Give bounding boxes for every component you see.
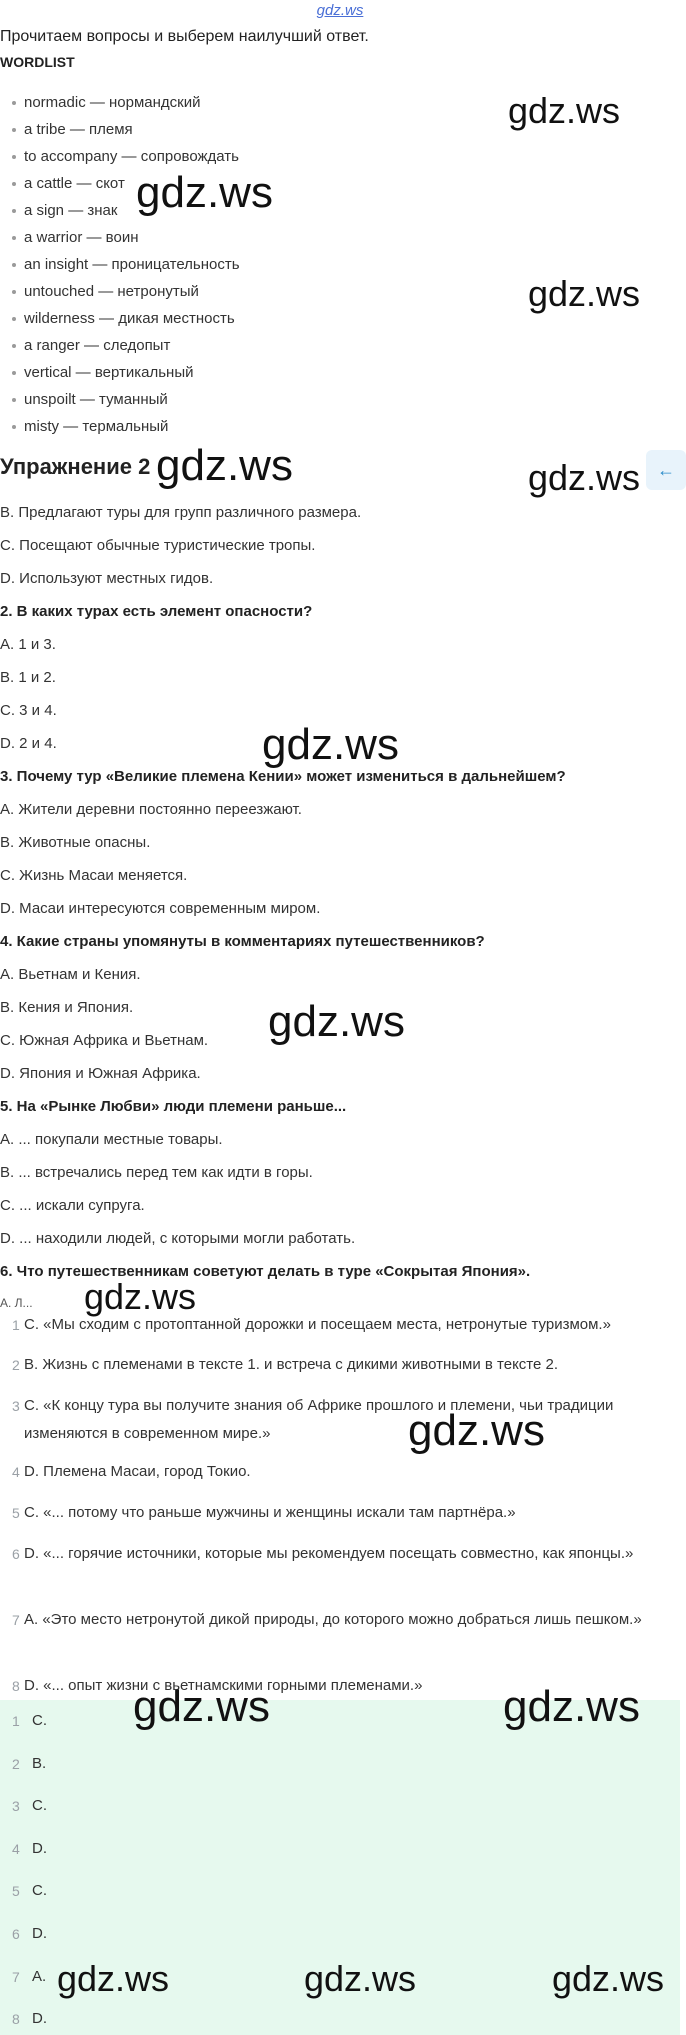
watermark: gdz.ws	[408, 1406, 545, 1455]
solution-row	[0, 1606, 680, 1634]
answer-option: A. Вьетнам и Кения.	[0, 966, 141, 983]
solution-text: D. «... горячие источники, которые мы рекомендуем посещать совместно, как японцы.»	[24, 1545, 634, 1562]
bullet-icon	[12, 263, 16, 267]
answer-option: C. Посещают обычные туристические тропы.	[0, 537, 316, 554]
solution-number: 3	[12, 1398, 20, 1414]
answer-option: C. 3 и 4.	[0, 702, 57, 719]
answer-option: C. ... искали супруга.	[0, 1197, 145, 1214]
answer-row	[0, 1792, 200, 1820]
answer-option: D. 2 и 4.	[0, 735, 57, 752]
wordlist-item-text: a cattle — скот	[24, 175, 125, 192]
wordlist-item	[0, 332, 240, 359]
answer-option: B. Предлагают туры для групп различного размера.	[0, 504, 362, 521]
bullet-icon	[12, 398, 16, 402]
back-arrow-button[interactable]	[646, 450, 686, 490]
answer-value: B.	[32, 1754, 47, 1772]
wordlist-item	[0, 386, 240, 413]
answer-row	[0, 2005, 200, 2033]
solution-row	[0, 1351, 680, 1379]
answer-option: A. Жители деревни постоянно переезжают.	[0, 801, 302, 818]
watermark: gdz.ws	[503, 1682, 640, 1731]
answer-number: 6	[12, 1926, 20, 1942]
answer-option: D. ... находили людей, с которыми могли работать.	[0, 1230, 356, 1247]
watermark: gdz.ws	[268, 997, 405, 1046]
bullet-icon	[12, 290, 16, 294]
answer-option: C. Южная Африка и Вьетнам.	[0, 1032, 209, 1049]
answer-option: C. Жизнь Масаи меняется.	[0, 867, 188, 884]
answer-row	[0, 1835, 200, 1863]
question-heading: 2. В каких турах есть элемент опасности?	[0, 603, 313, 620]
watermark: gdz.ws	[262, 720, 399, 769]
answer-number: 5	[12, 1883, 20, 1900]
watermark: gdz.ws	[133, 1682, 270, 1731]
solution-number: 7	[12, 1612, 20, 1628]
bullet-icon	[12, 344, 16, 348]
solution-number: 4	[12, 1464, 20, 1480]
solution-number: 2	[12, 1357, 20, 1373]
solution-row	[0, 1392, 680, 1448]
intro-text: Прочитаем вопросы и выберем наилучший ответ.	[0, 28, 369, 45]
answer-value: D.	[32, 1839, 47, 1857]
solution-text: D. Племена Масаи, город Токио.	[24, 1463, 251, 1480]
wordlist-item-text: a ranger — следопыт	[24, 337, 171, 354]
bullet-icon	[12, 182, 16, 186]
answer-row	[0, 1877, 200, 1905]
wordlist-item-text: wilderness — дикая местность	[24, 310, 235, 327]
wordlist-item-text: a sign — знак	[24, 202, 118, 219]
wordlist-item-text: to accompany — сопровождать	[24, 148, 239, 165]
arrow-left-icon: ←	[657, 460, 675, 480]
watermark: gdz.ws	[84, 1276, 197, 1317]
solution-number: 6	[12, 1546, 20, 1562]
watermark: gdz.ws	[528, 273, 641, 314]
questions-list	[0, 501, 566, 1293]
answer-option: B. Животные опасны.	[0, 834, 151, 851]
answer-option: B. Кения и Япония.	[0, 999, 134, 1016]
wordlist-item	[0, 251, 240, 278]
wordlist-item-text: a tribe — племя	[24, 121, 133, 138]
truncated-line: A. Л...	[0, 1296, 33, 1310]
exercise-title: Упражнение 2	[0, 454, 151, 479]
wordlist-item-text: normadic — нормандский	[24, 94, 201, 111]
solution-number: 1	[12, 1317, 20, 1333]
wordlist-item	[0, 359, 240, 386]
bullet-icon	[12, 128, 16, 132]
wordlist-item-text: vertical — вертикальный	[24, 364, 194, 381]
site-logo[interactable]: gdz.ws	[316, 2, 364, 19]
bullet-icon	[12, 317, 16, 321]
watermark: gdz.ws	[156, 441, 293, 490]
wordlist-item-text: a warrior — воин	[24, 229, 139, 246]
wordlist-item	[0, 305, 240, 332]
answer-number: 2	[12, 1755, 20, 1772]
solution-text: A. «Это место нетронутой дикой природы, до которого можно добраться лишь пешком.»	[24, 1611, 642, 1628]
answer-row	[0, 1920, 200, 1948]
wordlist-title: WORDLIST	[0, 54, 75, 70]
solution-text: C. «Мы сходим с протоптанной дорожки и посещаем места, нетронутые туризмом.»	[24, 1316, 611, 1333]
answer-number: 8	[12, 2011, 20, 2028]
answer-option: D. Используют местных гидов.	[0, 570, 214, 587]
wordlist	[0, 89, 240, 440]
answer-option: A. 1 и 3.	[0, 636, 56, 653]
answer-number: 7	[12, 1968, 20, 1985]
watermark: gdz.ws	[57, 1958, 170, 1999]
answer-number: 3	[12, 1798, 20, 1815]
solution-row	[0, 1499, 680, 1527]
wordlist-item	[0, 143, 240, 170]
answer-value: C.	[32, 1712, 47, 1729]
watermark: gdz.ws	[136, 168, 273, 217]
wordlist-item	[0, 116, 240, 143]
bullet-icon	[12, 209, 16, 213]
watermark: gdz.ws	[508, 90, 621, 131]
answer-option: D. Япония и Южная Африка.	[0, 1065, 201, 1082]
solution-number: 8	[12, 1678, 20, 1694]
answer-value: C.	[32, 1797, 47, 1815]
bullet-icon	[12, 155, 16, 159]
answer-number: 1	[12, 1713, 20, 1729]
question-heading: 4. Какие страны упомянуты в комментариях путешественников?	[0, 933, 485, 950]
wordlist-item-text: an insight — проницательность	[24, 256, 240, 273]
answer-option: A. ... покупали местные товары.	[0, 1131, 223, 1148]
watermark: gdz.ws	[528, 457, 641, 498]
wordlist-item-text: unspoilt — туманный	[24, 391, 168, 408]
answer-value: D.	[32, 1925, 47, 1942]
solution-number: 5	[12, 1505, 20, 1521]
bullet-icon	[12, 371, 16, 375]
solution-text: C. «К концу тура вы получите знания об Африке прошлого и племени, чьи традиции изменяются в современном мире.»	[24, 1397, 614, 1442]
wordlist-item-text: untouched — нетронутый	[24, 283, 199, 300]
answer-number: 4	[12, 1840, 20, 1857]
solution-row	[0, 1540, 680, 1568]
bullet-icon	[12, 101, 16, 105]
solution-text: C. «... потому что раньше мужчины и женщины искали там партнёра.»	[24, 1504, 516, 1521]
answer-option: D. Масаи интересуются современным миром.	[0, 900, 321, 917]
answer-value: A.	[32, 1967, 47, 1985]
answer-value: C.	[32, 1882, 47, 1900]
wordlist-item	[0, 224, 240, 251]
wordlist-item-text: misty — термальный	[24, 418, 169, 435]
bullet-icon	[12, 236, 16, 240]
wordlist-item	[0, 89, 240, 116]
answer-value: D.	[32, 2010, 47, 2028]
answer-row	[0, 1750, 200, 1778]
solution-text: D. «... опыт жизни с вьетнамскими горными племенами.»	[24, 1677, 423, 1694]
bullet-icon	[12, 425, 16, 429]
solution-text: B. Жизнь с племенами в тексте 1. и встреча с дикими животными в тексте 2.	[24, 1356, 559, 1373]
wordlist-item	[0, 413, 240, 440]
question-heading: 6. Что путешественникам советуют делать в туре «Сокрытая Япония».	[0, 1263, 531, 1280]
question-heading: 3. Почему тур «Великие племена Кении» может измениться в дальнейшем?	[0, 768, 566, 785]
watermark: gdz.ws	[304, 1958, 417, 1999]
watermark: gdz.ws	[552, 1958, 665, 1999]
answer-option: B. ... встречались перед тем как идти в горы.	[0, 1164, 313, 1181]
question-heading: 5. На «Рынке Любви» люди племени раньше...	[0, 1098, 347, 1115]
solution-row	[0, 1458, 680, 1486]
wordlist-item	[0, 278, 240, 305]
answer-option: B. 1 и 2.	[0, 669, 56, 686]
